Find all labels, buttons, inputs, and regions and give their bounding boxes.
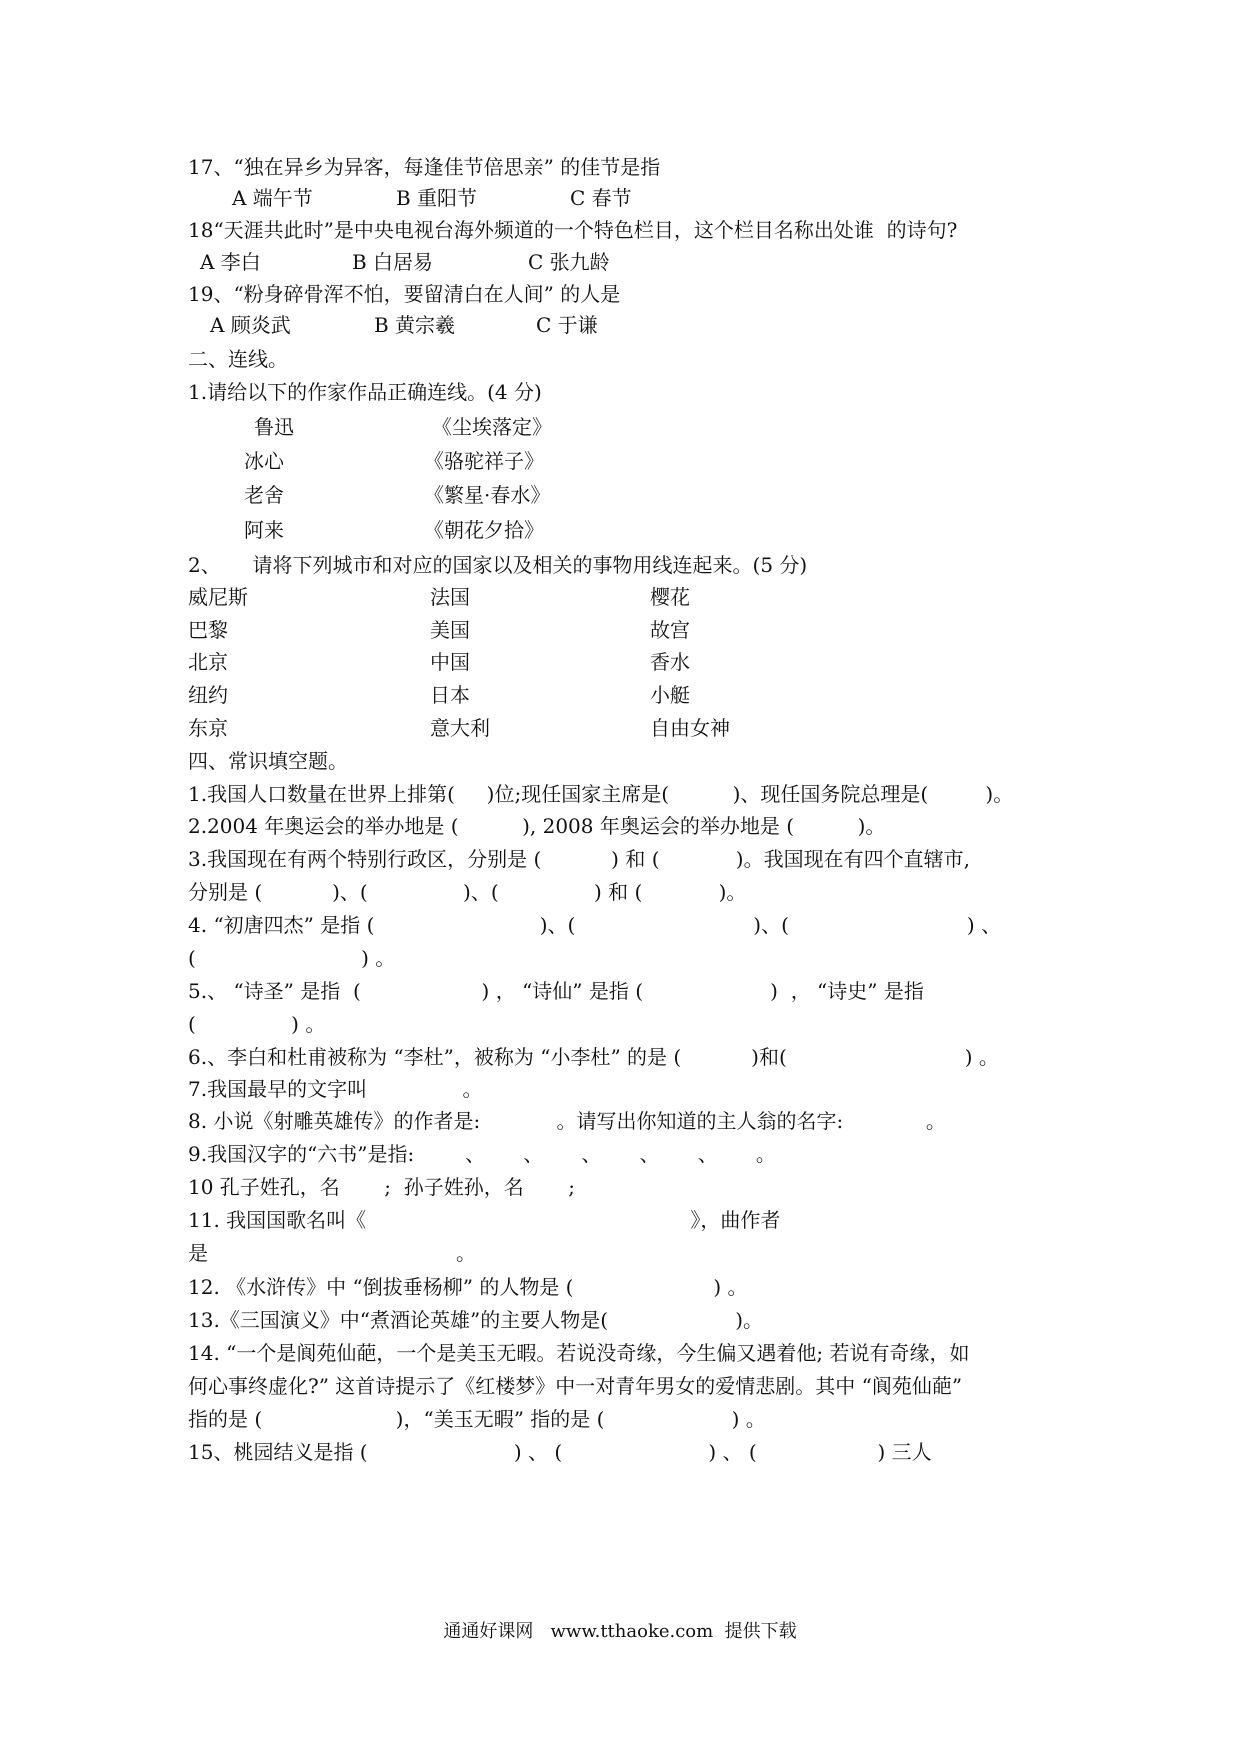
fill-question: 1.我国人口数量在世界上排第( )位;现任国家主席是( )、现任国务院总理是( )。: [188, 782, 1014, 806]
match-2-thing: 小艇: [650, 683, 690, 707]
match-1-author: 冰心: [244, 449, 284, 473]
fill-question: 指的是 ( )，“美玉无暇” 指的是 ( ) 。: [188, 1407, 766, 1431]
fill-question: 2.2004 年奥运会的举办地是 ( ), 2008 年奥运会的举办地是 ( )。: [188, 814, 886, 838]
match-2-country: 法国: [430, 585, 470, 609]
question-18-option-c: C 张九龄: [528, 250, 610, 274]
question-19-option-a: A 顾炎武: [210, 313, 291, 337]
match-2-thing: 香水: [650, 650, 690, 674]
question-19-option-b: B 黄宗羲: [374, 313, 456, 337]
match-1-work: 《朝花夕拾》: [424, 518, 544, 542]
question-17-option-a: A 端午节: [232, 186, 313, 210]
match-2-title: 2、 请将下列城市和对应的国家以及相关的事物用线连起来。(5 分): [188, 553, 808, 577]
question-17-option-c: C 春节: [570, 186, 632, 210]
question-17-option-b: B 重阳节: [396, 186, 478, 210]
fill-question: 4. “初唐四杰” 是指 ( )、( )、( ) 、: [188, 913, 1002, 937]
match-2-city: 北京: [188, 650, 228, 674]
fill-question: 7.我国最早的文字叫 。: [188, 1077, 483, 1101]
question-19-option-c: C 于谦: [536, 313, 598, 337]
question-17-stem: 17、“独在异乡为异客，每逢佳节倍思亲” 的佳节是指: [188, 155, 661, 179]
fill-question: 分别是 ( )、( )、( ) 和 ( )。: [188, 880, 747, 904]
match-2-country: 美国: [430, 618, 470, 642]
match-2-country: 意大利: [430, 716, 490, 740]
match-2-thing: 樱花: [650, 585, 690, 609]
fill-question: 15、桃园结义是指 ( ) 、 ( ) 、 ( ) 三人: [188, 1440, 932, 1464]
fill-question: 3.我国现在有两个特别行政区，分别是 ( ) 和 ( )。我国现在有四个直辖市,: [188, 847, 970, 871]
question-18-stem: 18“天涯共此时”是中央电视台海外频道的一个特色栏目，这个栏目名称出处谁 的诗句?: [188, 218, 958, 242]
match-2-city: 纽约: [188, 683, 228, 707]
match-1-title: 1.请给以下的作家作品正确连线。(4 分): [188, 380, 542, 404]
match-2-city: 威尼斯: [188, 585, 248, 609]
fill-question: ( ) 。: [188, 1012, 326, 1036]
fill-question: 12. 《水浒传》中 “倒拔垂杨柳” 的人物是 ( ) 。: [188, 1275, 748, 1299]
match-2-country: 日本: [430, 683, 470, 707]
match-1-work: 《骆驼祥子》: [424, 449, 544, 473]
match-1-author: 鲁迅: [254, 415, 294, 439]
fill-question: 14. “一个是阆苑仙葩，一个是美玉无暇。若说没奇缘，今生偏又遇着他; 若说有奇缘，如: [188, 1341, 970, 1365]
section-4-title: 四、常识填空题。: [188, 749, 348, 773]
fill-question: 何心事终虚化?” 这首诗提示了《红楼梦》中一对青年男女的爱情悲剧。其中 “阆苑仙葩”: [188, 1374, 963, 1398]
fill-question: 10 孔子姓孔，名 ; 孙子姓孙，名 ;: [188, 1175, 576, 1199]
match-1-work: 《尘埃落定》: [432, 415, 552, 439]
fill-question: 11. 我国国歌名叫《 》，曲作者: [188, 1208, 781, 1232]
question-18-option-a: A 李白: [200, 250, 261, 274]
fill-question: 8. 小说《射雕英雄传》的作者是: 。请写出你知道的主人翁的名字: 。: [188, 1109, 946, 1133]
fill-question: 9.我国汉字的“六书”是指: 、 、 、 、 、 。: [188, 1142, 776, 1166]
match-2-thing: 自由女神: [650, 716, 730, 740]
match-2-country: 中国: [430, 650, 470, 674]
match-1-work: 《繁星·春水》: [424, 483, 551, 507]
page-footer: 通通好课网 www.tthaoke.com 提供下载: [443, 1621, 797, 1642]
question-19-stem: 19、“粉身碎骨浑不怕，要留清白在人间” 的人是: [188, 282, 621, 306]
fill-question: 5.、 “诗圣” 是指 ( ) ， “诗仙” 是指 ( ) ， “诗史” 是指: [188, 979, 924, 1003]
match-1-author: 老舍: [244, 483, 284, 507]
question-18-option-b: B 白居易: [352, 250, 434, 274]
fill-question: 6.、李白和杜甫被称为 “李杜”，被称为 “小李杜” 的是 ( )和( ) 。: [188, 1045, 999, 1069]
fill-question: 是 。: [188, 1241, 476, 1265]
section-2-title: 二、连线。: [188, 347, 288, 371]
match-1-author: 阿来: [244, 518, 284, 542]
fill-question: ( ) 。: [188, 946, 396, 970]
fill-question: 13.《三国演义》中“煮酒论英雄”的主要人物是( )。: [188, 1308, 764, 1332]
match-2-thing: 故宫: [650, 618, 690, 642]
match-2-city: 东京: [188, 716, 228, 740]
match-2-city: 巴黎: [188, 618, 228, 642]
